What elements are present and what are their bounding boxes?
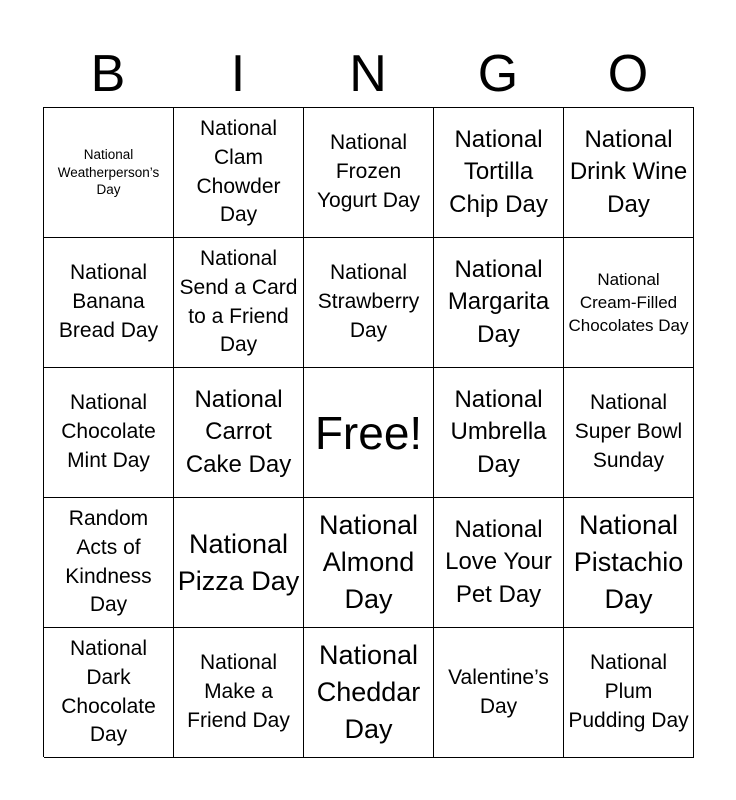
cell-label: National Carrot Cake Day: [185, 385, 292, 478]
cell-label: National Chocolate Mint Day: [61, 391, 156, 472]
header-letter-b: B: [90, 45, 126, 103]
cell-label: National Banana Bread Day: [58, 261, 159, 342]
bingo-cell-r1-c1[interactable]: [44, 108, 174, 238]
bingo-cell-r1-c3[interactable]: [304, 108, 434, 238]
bingo-cell-r4-c1[interactable]: [44, 498, 174, 628]
bingo-cell-r2-c5[interactable]: [564, 238, 694, 368]
free-space-label: Free!: [314, 406, 423, 459]
bingo-header: [43, 40, 693, 108]
bingo-cell-free-space[interactable]: [304, 368, 434, 498]
bingo-cell-r1-c5[interactable]: [564, 108, 694, 238]
bingo-cell-r3-c2[interactable]: [174, 368, 304, 498]
bingo-cell-r5-c3[interactable]: [304, 628, 434, 758]
bingo-cell-r4-c5[interactable]: [564, 498, 694, 628]
bingo-cell-r3-c5[interactable]: [564, 368, 694, 498]
bingo-cell-r5-c1[interactable]: [44, 628, 174, 758]
cell-label: National Send a Card to a Friend Day: [179, 246, 298, 357]
cell-label: National Clam Chowder Day: [196, 116, 281, 227]
bingo-cell-r5-c4[interactable]: [434, 628, 564, 758]
cell-label: National Cream-Filled Chocolates Day: [568, 269, 689, 336]
cell-label: Valentine’s Day: [448, 665, 549, 718]
bingo-cell-r2-c3[interactable]: [304, 238, 434, 368]
cell-label: National Frozen Yogurt Day: [316, 131, 421, 212]
cell-label: National Love Your Pet Day: [445, 515, 552, 608]
bingo-cell-r2-c4[interactable]: [434, 238, 564, 368]
header-letter-g: G: [477, 45, 519, 103]
cell-label: Random Acts of Kindness Day: [65, 506, 152, 617]
cell-label: National Pizza Day: [177, 528, 300, 596]
cell-label: National Plum Pudding Day: [568, 651, 689, 732]
bingo-cell-r3-c1[interactable]: [44, 368, 174, 498]
bingo-cell-r5-c5[interactable]: [564, 628, 694, 758]
bingo-cell-r2-c2[interactable]: [174, 238, 304, 368]
bingo-cell-r4-c2[interactable]: [174, 498, 304, 628]
bingo-board: [43, 107, 694, 757]
cell-label: National Cheddar Day: [316, 640, 421, 744]
cell-label: National Drink Wine Day: [569, 125, 688, 218]
cell-label: National Pistachio Day: [573, 510, 684, 614]
header-letter-o: O: [607, 45, 649, 103]
bingo-cell-r1-c2[interactable]: [174, 108, 304, 238]
cell-label: National Weatherperson’s Day: [57, 147, 160, 198]
bingo-cell-r4-c3[interactable]: [304, 498, 434, 628]
cell-label: National Dark Chocolate Day: [61, 636, 156, 747]
bingo-cell-r5-c2[interactable]: [174, 628, 304, 758]
cell-label: National Umbrella Day: [450, 385, 547, 478]
bingo-cell-r2-c1[interactable]: [44, 238, 174, 368]
cell-label: National Almond Day: [318, 510, 419, 614]
header-letter-i: I: [230, 45, 246, 103]
bingo-cell-r4-c4[interactable]: [434, 498, 564, 628]
cell-label: National Margarita Day: [447, 255, 550, 348]
bingo-cell-r3-c4[interactable]: [434, 368, 564, 498]
cell-label: National Super Bowl Sunday: [574, 391, 683, 472]
cell-label: National Tortilla Chip Day: [449, 125, 548, 218]
cell-label: National Strawberry Day: [317, 261, 420, 342]
header-letter-n: N: [349, 45, 387, 103]
bingo-cell-r1-c4[interactable]: [434, 108, 564, 238]
cell-label: National Make a Friend Day: [187, 651, 290, 732]
